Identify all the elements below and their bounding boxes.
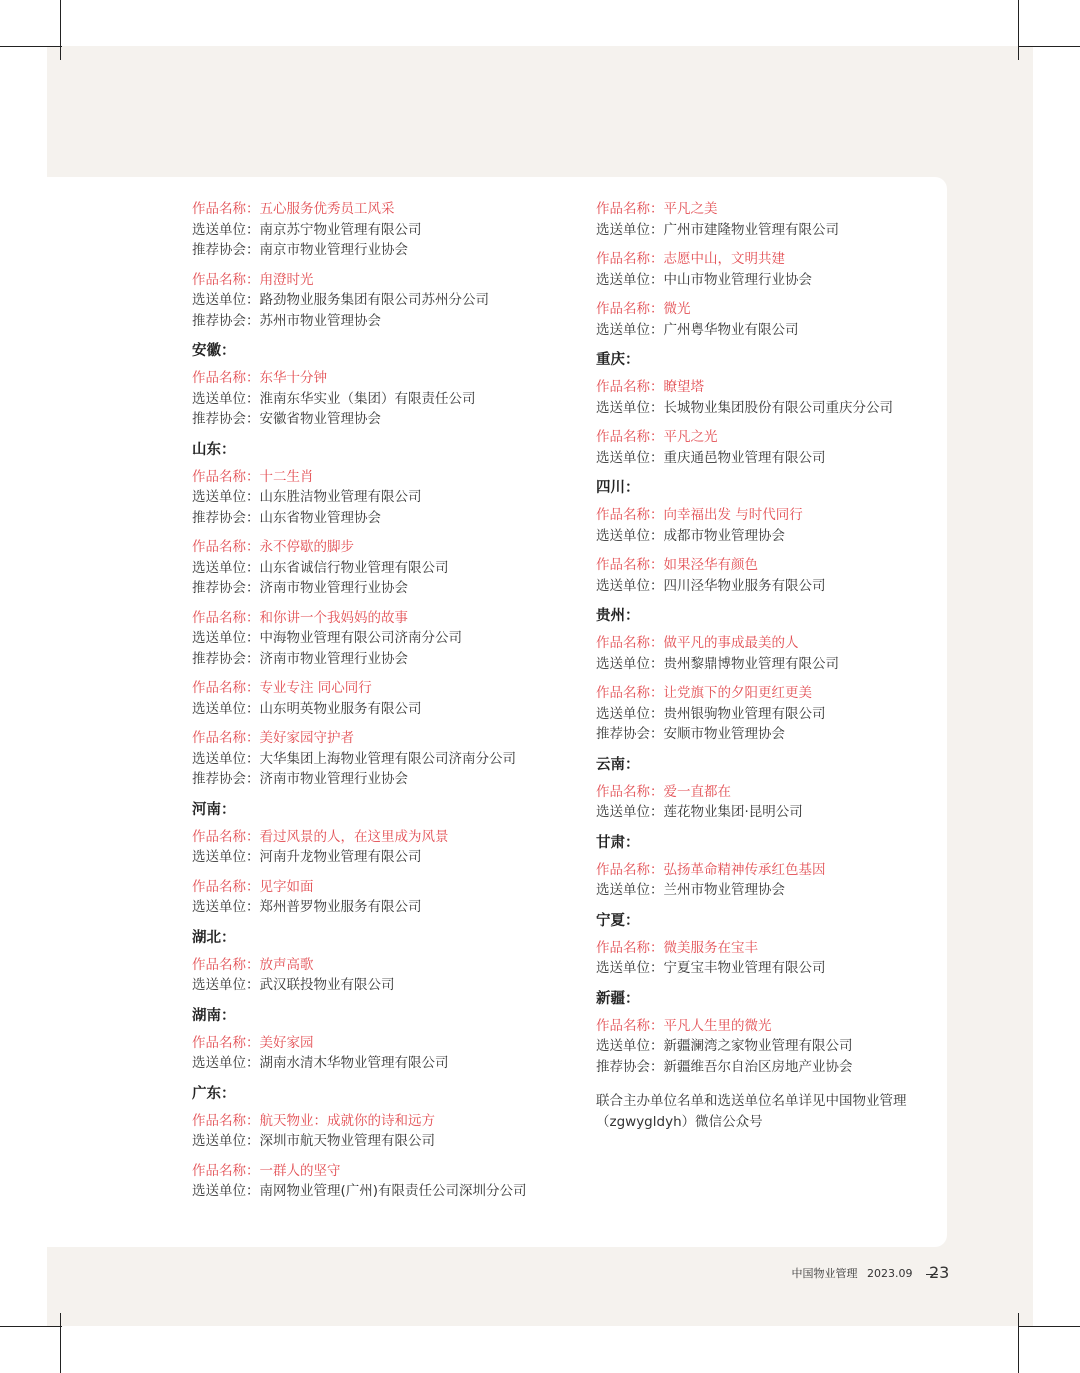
entry [596, 505, 941, 546]
entry [596, 633, 941, 674]
left-column [192, 199, 572, 1211]
entry [192, 537, 572, 599]
crop-mark [60, 0, 61, 60]
entry [192, 608, 572, 670]
issue-date: 2023.09 [867, 1267, 913, 1280]
entry-title: 作品名称：平凡之美 [596, 201, 718, 217]
entry-title: 作品名称：微美服务在宝丰 [596, 939, 758, 956]
entry [192, 1161, 572, 1202]
entry-association: 推荐协会：济南市物业管理行业协会 [192, 580, 408, 596]
entry [192, 955, 572, 996]
entry-title: 作品名称：五心服务优秀员工风采 [192, 201, 395, 217]
entry-unit: 选送单位：重庆通邑物业管理有限公司 [596, 449, 826, 466]
crop-mark [1018, 0, 1019, 60]
entry-association: 推荐协会：山东省物业管理协会 [192, 509, 381, 526]
note-line-2: （zgwygldyh）微信公众号 [596, 1114, 763, 1130]
crop-mark [1018, 46, 1080, 47]
entry-title: 作品名称：看过风景的人，在这里成为风景 [192, 828, 449, 845]
region-heading: 广东： [192, 1085, 236, 1102]
region-heading: 新疆： [596, 990, 640, 1007]
entry-association: 推荐协会：安顺市物业管理协会 [596, 726, 785, 742]
entry-title: 作品名称：平凡人生里的微光 [596, 1017, 772, 1034]
entry-title: 作品名称：甪澄时光 [192, 271, 314, 288]
entry-unit: 选送单位：中山市物业管理行业协会 [596, 271, 812, 288]
entry [192, 877, 572, 918]
region-heading: 河南： [192, 801, 236, 818]
entry-unit: 选送单位：南网物业管理(广州)有限责任公司深圳分公司 [192, 1183, 527, 1199]
entry-unit: 选送单位：贵州银驹物业管理有限公司 [596, 705, 826, 722]
entry [192, 678, 572, 719]
entry-unit: 选送单位：长城物业集团股份有限公司重庆分公司 [596, 399, 893, 416]
entry-association: 推荐协会：济南市物业管理行业协会 [192, 771, 408, 787]
entry-title: 作品名称：专业专注 同心同行 [192, 680, 372, 696]
entry-title: 作品名称：瞭望塔 [596, 379, 704, 395]
entry [596, 683, 941, 745]
entry-unit: 选送单位：湖南水清木华物业管理有限公司 [192, 1055, 449, 1071]
entry [192, 1033, 572, 1074]
entry [192, 827, 572, 868]
entry-title: 作品名称：爱一直都在 [596, 783, 731, 800]
entry-title: 作品名称：做平凡的事成最美的人 [596, 635, 799, 651]
entry-unit: 选送单位：新疆澜湾之家物业管理有限公司 [596, 1038, 853, 1054]
note [596, 1091, 941, 1133]
right-column [596, 199, 941, 1133]
entry-unit: 选送单位：兰州市物业管理协会 [596, 882, 785, 898]
entry [596, 555, 941, 596]
entry [596, 377, 941, 418]
entry-title: 作品名称：和你讲一个我妈妈的故事 [192, 609, 408, 626]
entry-title: 作品名称：弘扬革命精神传承红色基因 [596, 861, 826, 878]
entry-unit: 选送单位：山东省诚信行物业管理有限公司 [192, 559, 449, 576]
entry [596, 1016, 941, 1078]
entry [192, 467, 572, 529]
footer [792, 1264, 949, 1284]
entry [596, 782, 941, 823]
entry-title: 作品名称：平凡之光 [596, 429, 718, 445]
entry-title: 作品名称：志愿中山，文明共建 [596, 251, 785, 267]
entry-title: 作品名称：永不停歇的脚步 [192, 539, 354, 555]
entry-unit: 选送单位：广州粤华物业有限公司 [596, 321, 799, 338]
entry-unit: 选送单位：莲花物业集团·昆明公司 [596, 804, 803, 820]
page-number: 23 [929, 1263, 950, 1282]
region-heading: 山东： [192, 441, 236, 458]
entry [192, 1111, 572, 1152]
entry [192, 199, 572, 261]
entry-unit: 选送单位：山东明英物业服务有限公司 [192, 700, 422, 717]
entry-unit: 选送单位：深圳市航天物业管理有限公司 [192, 1133, 435, 1149]
entry-title: 作品名称：东华十分钟 [192, 370, 327, 386]
entry-title: 作品名称：微光 [596, 301, 691, 317]
entry-title: 作品名称：航天物业：成就你的诗和远方 [192, 1112, 435, 1129]
entry [596, 860, 941, 901]
entry-unit: 选送单位：成都市物业管理协会 [596, 527, 785, 544]
entry-unit: 选送单位：中海物业管理有限公司济南分公司 [192, 630, 462, 646]
entry [596, 199, 941, 240]
region-heading: 贵州： [596, 608, 640, 624]
crop-mark [1018, 1326, 1080, 1327]
entry-unit: 选送单位：河南升龙物业管理有限公司 [192, 849, 422, 865]
entry-unit: 选送单位：郑州普罗物业服务有限公司 [192, 899, 422, 915]
crop-mark [0, 46, 62, 47]
region-heading: 湖南： [192, 1007, 236, 1024]
entry-unit: 选送单位：大华集团上海物业管理有限公司济南分公司 [192, 750, 516, 767]
publication-name: 中国物业管理 [791, 1267, 858, 1280]
entry-title: 作品名称：让党旗下的夕阳更红更美 [596, 685, 812, 701]
entry-title: 作品名称：美好家园守护者 [192, 730, 354, 746]
entry-unit: 选送单位：宁夏宝丰物业管理有限公司 [596, 960, 826, 976]
region-heading: 云南： [596, 756, 640, 773]
entry-association: 推荐协会：新疆维吾尔自治区房地产业协会 [596, 1058, 853, 1075]
entry-title: 作品名称：一群人的坚守 [192, 1162, 341, 1179]
entry-title: 作品名称：向幸福出发 与时代同行 [596, 507, 803, 523]
entry-association: 推荐协会：苏州市物业管理协会 [192, 312, 381, 329]
entry [192, 270, 572, 332]
entry [192, 368, 572, 430]
entry-unit: 选送单位：武汉联投物业有限公司 [192, 977, 395, 993]
entry-title: 作品名称：美好家园 [192, 1034, 314, 1051]
entry [596, 299, 941, 340]
entry-unit: 选送单位：路劲物业服务集团有限公司苏州分公司 [192, 292, 489, 308]
entry-unit: 选送单位：贵州黎鼎博物业管理有限公司 [596, 655, 839, 672]
region-heading: 重庆： [596, 352, 640, 368]
crop-mark [1018, 1313, 1019, 1373]
region-heading: 安徽： [192, 343, 236, 359]
entry-title: 作品名称：放声高歌 [192, 956, 314, 973]
entry [192, 728, 572, 790]
region-heading: 四川： [596, 480, 640, 496]
entry [596, 427, 941, 468]
entry-unit: 选送单位：淮南东华实业（集团）有限责任公司 [192, 390, 476, 407]
entry-title: 作品名称：见字如面 [192, 878, 314, 895]
entry-unit: 选送单位：四川泾华物业服务有限公司 [596, 577, 826, 594]
crop-mark [60, 1313, 61, 1373]
region-heading: 甘肃： [596, 834, 640, 851]
note-line-1: 联合主办单位名单和选送单位名单详见中国物业管理 [596, 1093, 907, 1109]
region-heading: 宁夏： [596, 912, 640, 929]
right-column-list [596, 199, 941, 1077]
entry-association: 推荐协会：安徽省物业管理协会 [192, 411, 381, 427]
entry-unit: 选送单位：山东胜洁物业管理有限公司 [192, 489, 422, 505]
region-heading: 湖北： [192, 929, 236, 946]
entry-association: 推荐协会：南京市物业管理行业协会 [192, 242, 408, 258]
entry-title: 作品名称：十二生肖 [192, 468, 314, 485]
entry-unit: 选送单位：南京苏宁物业管理有限公司 [192, 221, 422, 238]
crop-mark [0, 1326, 62, 1327]
entry-title: 作品名称：如果泾华有颜色 [596, 557, 758, 573]
entry-unit: 选送单位：广州市建隆物业管理有限公司 [596, 221, 839, 238]
entry [596, 938, 941, 979]
entry-association: 推荐协会：济南市物业管理行业协会 [192, 650, 408, 667]
entry [596, 249, 941, 290]
